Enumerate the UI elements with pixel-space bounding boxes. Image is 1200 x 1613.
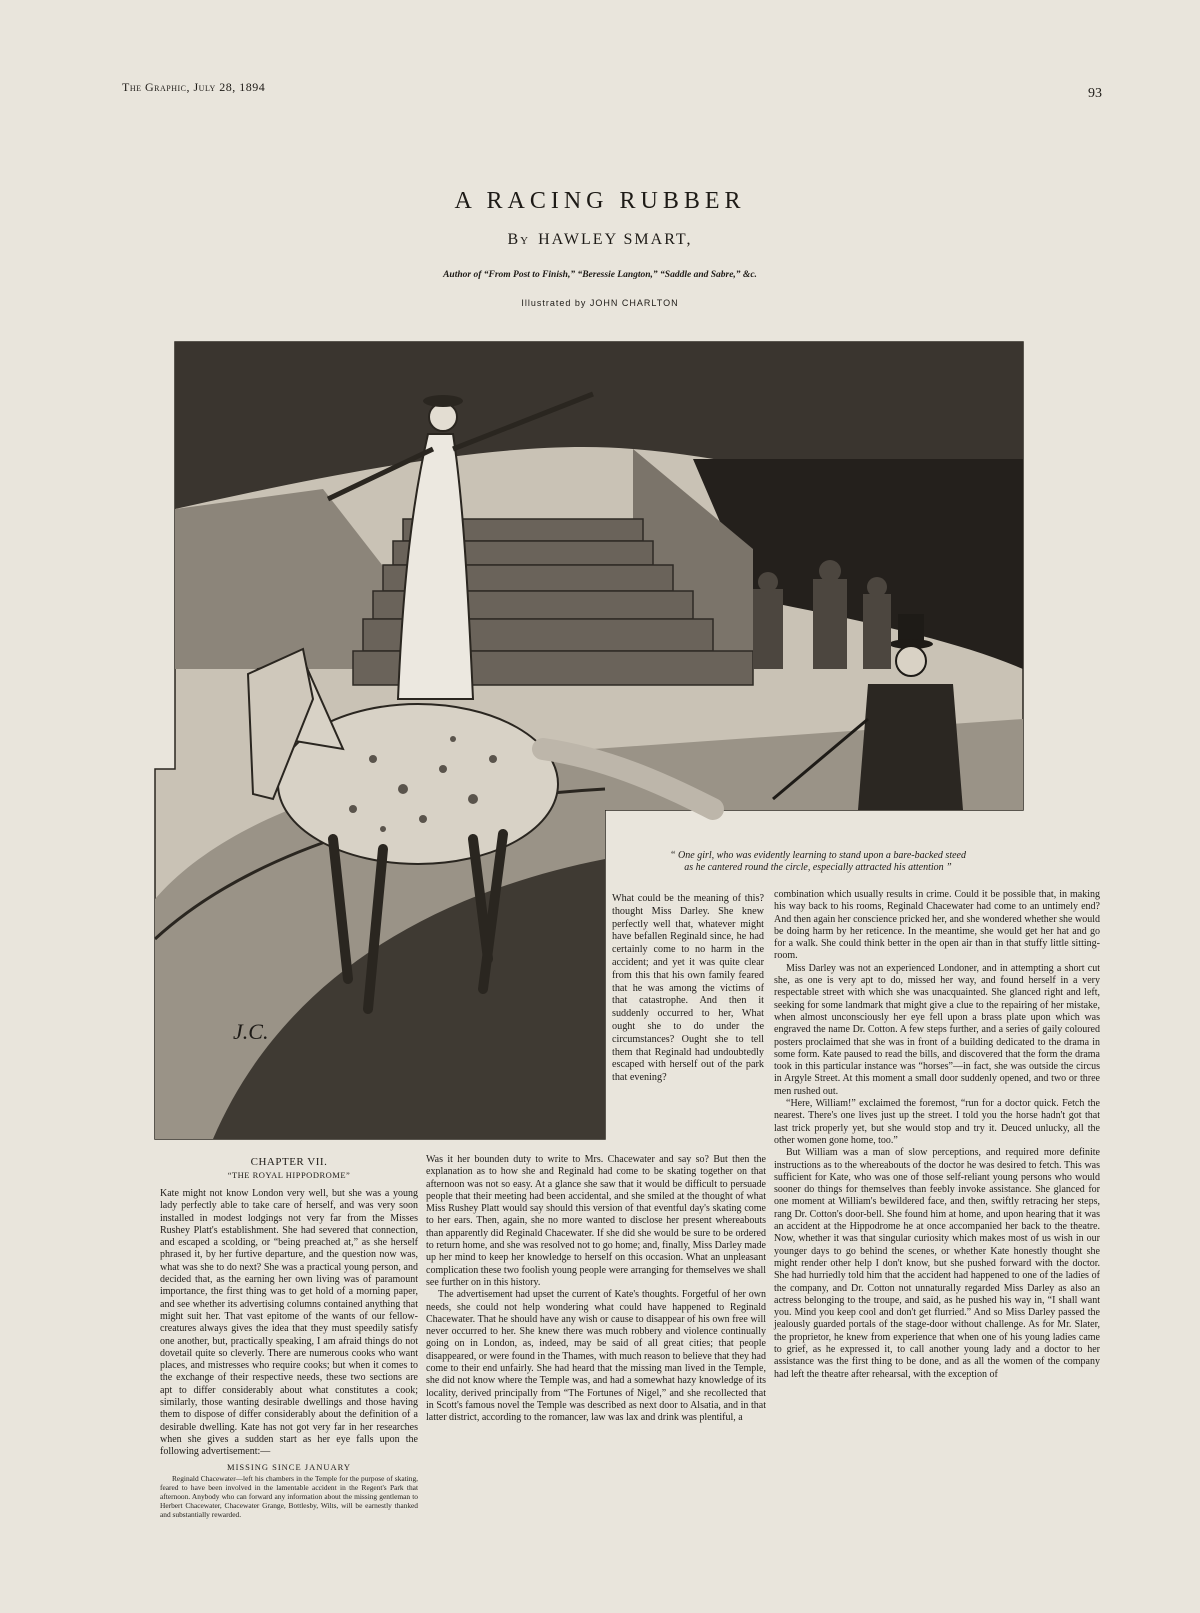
- running-header: The Graphic, July 28, 1894: [122, 80, 266, 94]
- paragraph: combination which usually results in crime. Could it be possible that, in making his way back to his rooms, Reginald Chacewater had come to an untimely end? And then again her conscience pricked her, and she wondered whether she would be doing harm by her reticence. In the meantime, she would get her hat and go for a walk. She could think better in the open air than in that stuffy little sitting-room.: [774, 889, 1100, 962]
- text-column-middle: [426, 1154, 766, 1425]
- text-column-right: [774, 889, 1100, 1381]
- advertisement-text: Reginald Chacewater—left his chambers in the Temple for the purpose of skating, feared to have been involved in the lamentable accident in the Regent's Park that afternoon. Anybody who can forward any information about the missing gentleman to Herbert Chacewater, Chacewater Grange, Bottlesby, Wilts, will be earnestly thanked and substantially rewarded.: [160, 1473, 418, 1519]
- caption-line-2: as he cantered round the circle, especially attracted his attention ”: [684, 862, 952, 873]
- page-number: 93: [1088, 86, 1102, 101]
- text-column-beside-illustration: What could be the meaning of this? thought Miss Darley. She knew perfectly well that, whatever might have befallen Reginald since, he had certainly come to no harm in the accident; and yet it was quite clear from this that his own family feared that he was among the victims of that catastrophe. And then it suddenly occurred to her, What ought she to do under the circumstances? Ought she to tell them that Reginald had undoubtedly escaped with herself out of the park that evening?: [612, 893, 764, 1084]
- paragraph: The advertisement had upset the current of Kate's thoughts. Forgetful of her own needs, she could not help wondering what could have happened to Reginald Chacewater. That he should have any wish or cause to disappear of his own free will never occurred to her. She knew there was much robbery and violence continually going on in London, as, indeed, may be said of all great cities; that people disappeared, or were found in the Thames, with much reason to believe that they had come to their end unfairly. She had heard that the missing man lived in the Temple, she did not know where the Temple was, and had a somewhat hazy knowledge of its locality, derived principally from “The Fortunes of Nigel,” and she recollected that in Scott's famous novel the Temple was described as next door to Alsatia, and in that latter district, according to the romancer, law was lax and drink was plentiful, a: [426, 1289, 766, 1424]
- paragraph: Was it her bounden duty to write to Mrs. Chacewater and say so? But then the explanation as to how she and Reginald had come to be skating together on that afternoon was not so easy. At a glance she saw that it would be difficult to persuade people that their meeting had been accidental, and she smiled at the thought of what Miss Rushey Platt would say should this version of that eventful day's skating come to her ears. Then, again, she no more wanted to disclose her present whereabouts than apparently did Reginald Chacewater. If she did she would be sure to be ordered to return home, and she was resolved not to go home; and, finally, Miss Darley made up her mind to keep her knowledge to herself on this occasion. What an unpleasant complication these two foolish young people were arranging for themselves we shall see further on in this history.: [426, 1154, 766, 1288]
- chapter-number: CHAPTER VII.: [250, 1156, 328, 1168]
- artist-signature: J.C.: [233, 1019, 269, 1044]
- author-name: HAWLEY SMART,: [538, 231, 693, 248]
- illustrator-credit: Illustrated by JOHN CHARLTON: [521, 298, 679, 308]
- article-title: A RACING RUBBER: [454, 188, 746, 214]
- text-column-left: [160, 1168, 418, 1519]
- paragraph: “Here, William!” exclaimed the foremost, “run for a doctor quick. Fetch the nearest. There's one lives just up the street. I told you the horse hadn't got that last trick properly yet, but she would stop and try it. Deuced unlucky, all the other women gone home, too.”: [774, 1098, 1100, 1146]
- byline: [0, 231, 1200, 249]
- illustration-caption: [608, 850, 1028, 874]
- paragraph: Miss Darley was not an experienced Londoner, and in attempting a short cut she, as one is very apt to do, missed her way, and found herself in a very respectable street with which she was unacquainted. She glanced right and left, seeking for some landmark that might give a clue to the repairing of her mistake, when almost unconsciously her eye fell upon a brass plate upon which was engraved the name Dr. Cotton. A few steps further, and a series of gaily coloured posters proclaimed that she was in front of a building dedicated to the drama in some form. Kate paused to read the bills, and discovered that the form the drama took in this particular instance was “horses”—in fact, she was outside the circus in Argyle Street. At this moment a small door suddenly opened, and two or three men rushed out.: [774, 962, 1100, 1097]
- paragraph: But William was a man of slow perceptions, and required more definite instructions as to the whereabouts of the doctor he was desired to fetch. This was sufficient for Kate, who was one of those self-reliant young persons who would sooner do things for themselves than feebly invoke assistance. She glanced for one moment at William's bewildered face, and then, swiftly retracing her steps, rang Dr. Cotton's door-bell. She found him at home, and upon hearing that it was an accident at the Hippodrome he at once accompanied her back to the theatre. Now, whether it was that singular curiosity which makes most of us wish in our younger days to go behind the scenes, or whether Kate honestly thought she might render other help I don't know, but she pushed forward with the doctor. She had hurriedly told him that the accident had happened to one of the ladies of the company, and Dr. Cotton not unnaturally regarded Miss Darley as also an actress belonging to the troupe, and said, as he pushed his way in, “I shall want you. Mind you keep cool and don't get flurried.” And so Miss Darley passed the jealously guarded portals of the stage-door without challenge. As for Mr. Slater, the proprietor, he knew from experience that when one of his young ladies came to grief, as he expressed it, to call another young lady and a doctor to her assistance was the first thing to be done, and as all the women of the company had left the theatre after rehearsal, with the exception of: [774, 1147, 1100, 1380]
- advertisement-heading: MISSING SINCE JANUARY: [227, 1461, 351, 1472]
- byline-by: By: [507, 231, 531, 248]
- paragraph: Kate might not know London very well, but she was a young lady perfectly able to take care of herself, and was very soon installed in modest lodgings not very far from the Misses Rushey Platt's establishment. She had severed that connection, and escaped a scolding, or “being preached at,” as she herself phrased it, by her furtive departure, and the question now was, what was she to do next? She was a practical young person, and decided that, as the earning her own living was of paramount importance, the first thing was to get hold of a morning paper, and see whether its advertising columns contained anything that might suit her. That vast epitome of the wants of our fellow-creatures always gives the idea that they must speedily satisfy one another, but, practically speaking, I am afraid things do not dovetail quite so cleverly. There are numerous cooks who want places, and mistresses who require cooks; but when it comes to the exchange of their respective needs, these two sections are apt to differ considerably about what constitutes a cook; similarly, those wanting desirable dwellings and those having them to dispose of differ considerably about the definition of a desirable dwelling. Kate has not got very far in her researches when she gives a sudden start as her eye falls upon the following advertisement:—: [160, 1188, 418, 1458]
- chapter-subtitle: “THE ROYAL HIPPODROME”: [227, 1170, 351, 1180]
- author-works: Author of “From Post to Finish,” “Beressie Langton,” “Saddle and Sabre,” &c.: [443, 270, 757, 280]
- caption-line-1: “ One girl, who was evidently learning to stand upon a bare-backed steed: [670, 850, 966, 861]
